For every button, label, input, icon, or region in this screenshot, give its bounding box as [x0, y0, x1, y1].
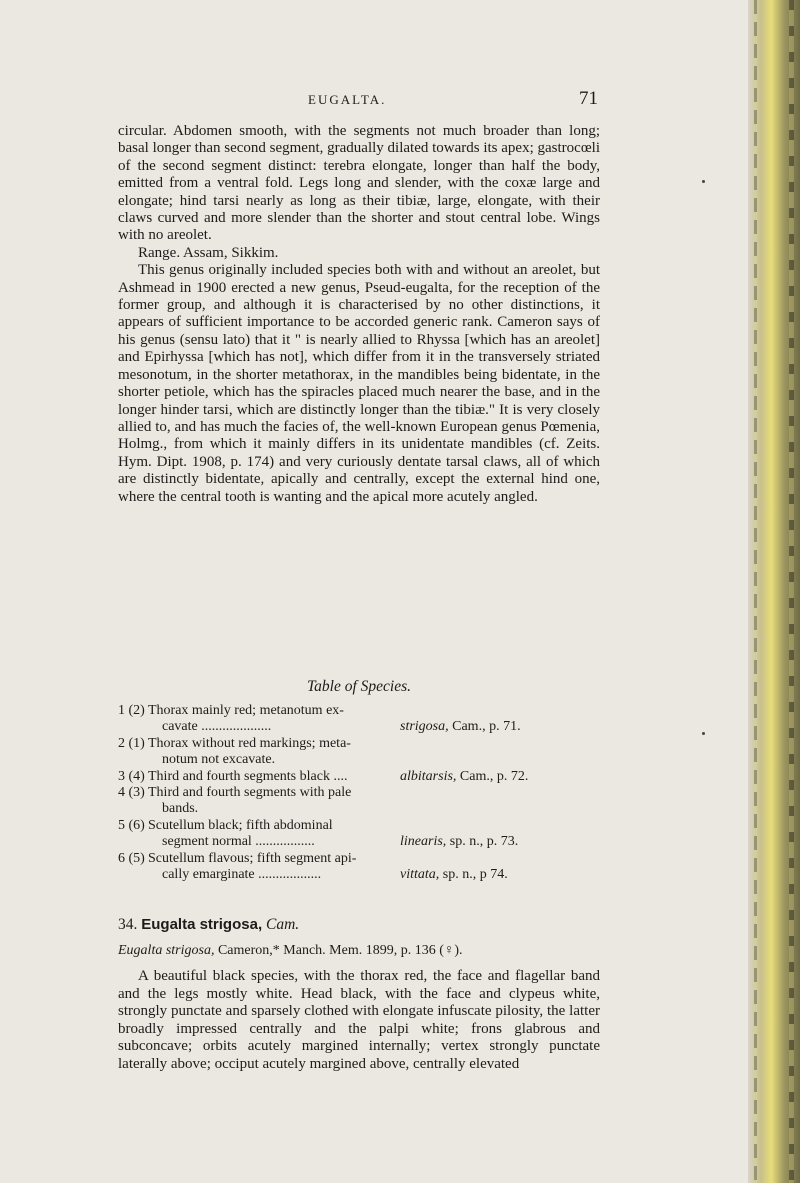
species-ref: Cam., p. 71. [448, 719, 521, 735]
species-title: Eugalta strigosa, [141, 916, 263, 933]
row-number: 1 (2) [118, 703, 145, 718]
row-line-1: Thorax without red markings; meta- [148, 735, 351, 751]
table-row [118, 703, 600, 736]
paragraph-abdomen: circular. Abdomen smooth, with the segments not much broader than long; basal longer than second segment, gradually dilated towards its apex; gastrocœli of the second segment distinct: terebra elongate, longer than half the body, emitted from a ventral fold. Legs long and slender, with the coxæ large and elongate; hind tarsi nearly as long as their tibiæ, large, elongate, with their claws curved and more slender than the shorter and stout central lobe. Wings with no areolet. [118, 123, 600, 244]
row-line-2: segment normal ................. [162, 834, 315, 850]
book-edge [748, 0, 800, 1183]
row-line-2: cally emarginate .................. [162, 867, 322, 883]
row-number: 5 (6) [118, 817, 145, 833]
species-key-table [118, 703, 600, 883]
row-line-2: cavate .................... [162, 719, 272, 735]
species-name: vittata, [400, 867, 440, 883]
table-row [118, 818, 600, 851]
table-title: Table of Species. [306, 678, 412, 695]
row-description [148, 736, 418, 769]
species-name: strigosa, [400, 719, 449, 735]
row-reference [400, 834, 518, 850]
row-description [148, 851, 418, 884]
page-number: 71 [579, 88, 598, 109]
row-number: 3 (4) [118, 768, 145, 784]
row-number: 4 (3) [118, 785, 145, 801]
genus-text [118, 123, 600, 506]
description-text: A beautiful black species, with the thorax red, the face and flagellar band and the legs mostly white. Head black, with the face and clypeus white, strongly punctate and sparsely clothed with elongate infuscate pilosity, the latter broadly impressed centrally and the palpi white; frons glabrous and subconcave; orbits acutely margined internally; vertex strongly punctate laterally above; occiput acutely margined above, centrally elevated [118, 968, 600, 1072]
species-heading [118, 916, 600, 934]
species-ref: Cam., p. 72. [456, 768, 529, 784]
citation-name: Eugalta strigosa, [118, 943, 215, 958]
paragraph-range: Range. Assam, Sikkim. [138, 244, 279, 261]
species-number: 34. [118, 916, 138, 933]
page-header [118, 88, 598, 114]
row-line-1: Scutellum flavous; fifth segment api- [148, 850, 357, 866]
row-reference [400, 719, 521, 735]
row-line-1: Scutellum black; fifth abdominal [148, 817, 333, 833]
species-citation [118, 943, 600, 959]
table-row [118, 851, 600, 884]
row-description [148, 703, 418, 736]
species-ref: sp. n., p. 73. [446, 834, 519, 850]
table-row [118, 785, 600, 818]
table-row [118, 769, 600, 785]
row-line-1: Third and fourth segments black .... [148, 768, 348, 784]
citation-text: Cameron,* Manch. Mem. 1899, p. 136 (♀). [217, 943, 463, 958]
row-reference [400, 867, 508, 883]
row-number: 6 (5) [118, 850, 145, 866]
row-description [148, 818, 418, 851]
table-row [118, 736, 600, 769]
row-reference [400, 769, 528, 785]
row-line-2: bands. [162, 801, 199, 817]
species-ref: sp. n., p 74. [439, 867, 508, 883]
margin-speck [702, 732, 705, 735]
row-description [148, 769, 418, 785]
row-number: 2 (1) [118, 735, 145, 751]
running-head: EUGALTA. [308, 92, 387, 107]
row-line-2: notum not excavate. [162, 752, 276, 768]
row-line-1: Thorax mainly red; metanotum ex- [148, 703, 344, 718]
margin-speck [702, 180, 705, 183]
paragraph-discussion: This genus originally included species both with and without an areolet, but Ashmead in 1900 erected a new genus, Pseud-eugalta, for the reception of the former group, and although it is characterised by no other distinctions, it appears of sufficient importance to be accorded generic rank. Cameron says of his genus (sensu lato) that it " is nearly allied to Rhyssa [which has an areolet] and Epirhyssa [which has not], which differ from it in the transversely striated mesonotum, in the shorter metathorax, in the mandibles being bidentate, in the shorter petiole, which has the spiracles placed much nearer the base, and in the longer hinder tarsi, which are distinctly longer than the tibiæ." It is very closely allied to, and has much the facies of, the well-known European genus Pœmenia, Holmg., from which it mainly differs in its unidentate mandibles (cf. Zeits. Hym. Dipt. 1908, p. 174) and very curiously dentate tarsal claws, all of which are distinctly bidentate, apically and centrally, except the external hind one, where the central tooth is wanting and the apical more acutely angled. [118, 262, 600, 505]
species-description [118, 968, 600, 1074]
species-name: linearis, [400, 834, 447, 850]
row-line-1: Third and fourth segments with pale [148, 785, 352, 801]
species-name: albitarsis, [400, 768, 457, 784]
row-description [148, 785, 418, 818]
species-author: Cam. [266, 916, 300, 933]
